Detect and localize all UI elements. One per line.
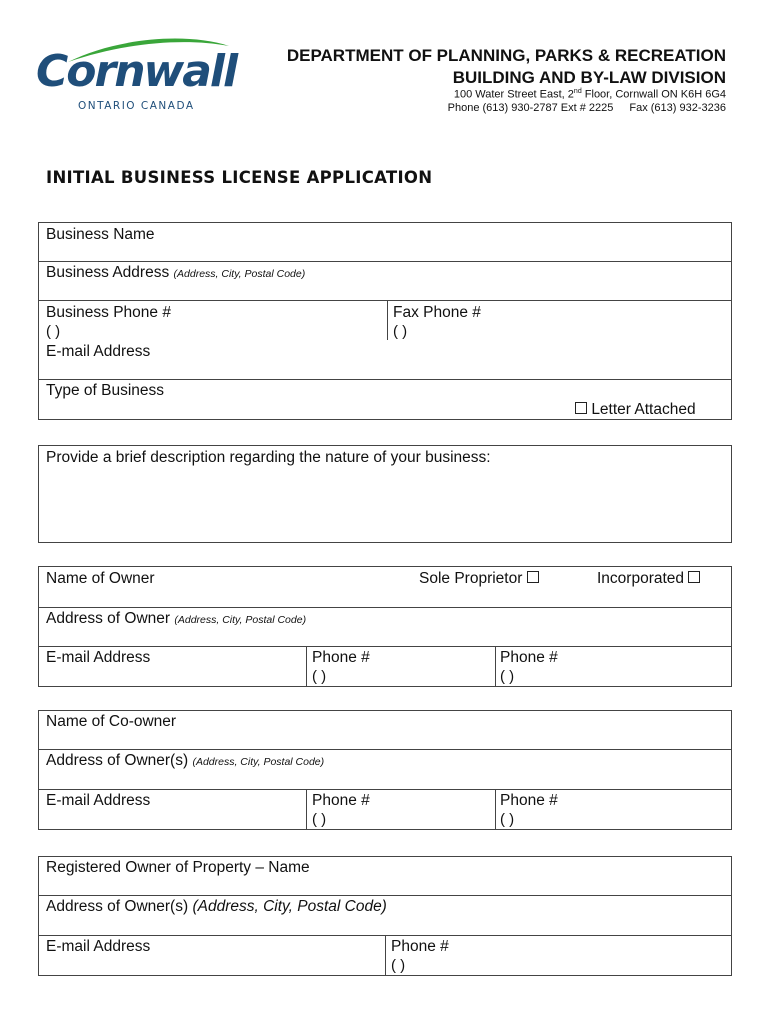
- owner-email-field[interactable]: E-mail Address: [46, 649, 151, 666]
- logo-wordmark: Cornwall: [36, 46, 237, 97]
- coowner-phone-2-area-code: ( ): [500, 811, 515, 828]
- logo-subtitle: ONTARIO CANADA: [78, 100, 195, 112]
- business-description-section[interactable]: [38, 445, 732, 543]
- fax-phone-area-code: ( ): [393, 323, 408, 340]
- coowner-phone-1-area-code: ( ): [312, 811, 327, 828]
- department-title: DEPARTMENT OF PLANNING, PARKS & RECREATION: [286, 46, 726, 65]
- coowner-name-field[interactable]: Name of Co-owner: [46, 713, 177, 730]
- office-phone: Phone (613) 930-2787 Ext # 2225: [447, 102, 614, 114]
- property-owner-section: [38, 856, 732, 976]
- office-address: 100 Water Street East, 2nd Floor, Cornwall ON K6H 6G4: [453, 88, 726, 101]
- division-title: BUILDING AND BY-LAW DIVISION: [452, 68, 726, 87]
- property-owner-email-field[interactable]: E-mail Address: [46, 938, 151, 955]
- owner-address-field[interactable]: Address of Owner (Address, City, Postal Code): [46, 610, 307, 627]
- coowner-email-field[interactable]: E-mail Address: [46, 792, 151, 809]
- fax-phone-field[interactable]: Fax Phone #: [393, 304, 481, 321]
- coowner-section: [38, 710, 732, 830]
- business-email-field[interactable]: E-mail Address: [46, 343, 151, 360]
- coowner-phone-1-field[interactable]: Phone #: [312, 792, 370, 809]
- cornwall-logo: [36, 34, 237, 114]
- property-owner-phone-area-code: ( ): [391, 957, 406, 974]
- page-title: INITIAL BUSINESS LICENSE APPLICATION: [46, 168, 433, 187]
- property-owner-address-field[interactable]: Address of Owner(s) (Address, City, Postal Code): [46, 898, 387, 915]
- checkbox-icon[interactable]: [575, 402, 587, 414]
- owner-phone-1-field[interactable]: Phone #: [312, 649, 370, 666]
- business-phone-area-code: ( ): [46, 323, 61, 340]
- business-name-field[interactable]: Business Name: [46, 226, 155, 243]
- office-fax: Fax (613) 932-3236: [629, 102, 726, 114]
- description-label: Provide a brief description regarding the nature of your business:: [46, 449, 491, 466]
- business-address-field[interactable]: Business Address (Address, City, Postal Code): [46, 264, 306, 281]
- checkbox-icon[interactable]: [688, 571, 700, 583]
- checkbox-icon[interactable]: [527, 571, 539, 583]
- business-phone-field[interactable]: Business Phone #: [46, 304, 171, 321]
- sole-proprietor-checkbox[interactable]: Sole Proprietor: [419, 570, 539, 588]
- property-owner-name-field[interactable]: Registered Owner of Property – Name: [46, 859, 310, 876]
- coowner-address-field[interactable]: Address of Owner(s) (Address, City, Postal Code): [46, 752, 325, 769]
- business-info-section: [38, 222, 732, 420]
- letter-attached-checkbox[interactable]: Letter Attached: [575, 401, 696, 419]
- coowner-phone-2-field[interactable]: Phone #: [500, 792, 558, 809]
- owner-phone-2-field[interactable]: Phone #: [500, 649, 558, 666]
- owner-section: [38, 566, 732, 687]
- business-type-field[interactable]: Type of Business: [46, 382, 165, 399]
- property-owner-phone-field[interactable]: Phone #: [391, 938, 449, 955]
- owner-name-field[interactable]: Name of Owner: [46, 570, 155, 587]
- owner-phone-1-area-code: ( ): [312, 668, 327, 685]
- office-contact: [448, 102, 726, 114]
- owner-phone-2-area-code: ( ): [500, 668, 515, 685]
- incorporated-checkbox[interactable]: Incorporated: [597, 570, 700, 588]
